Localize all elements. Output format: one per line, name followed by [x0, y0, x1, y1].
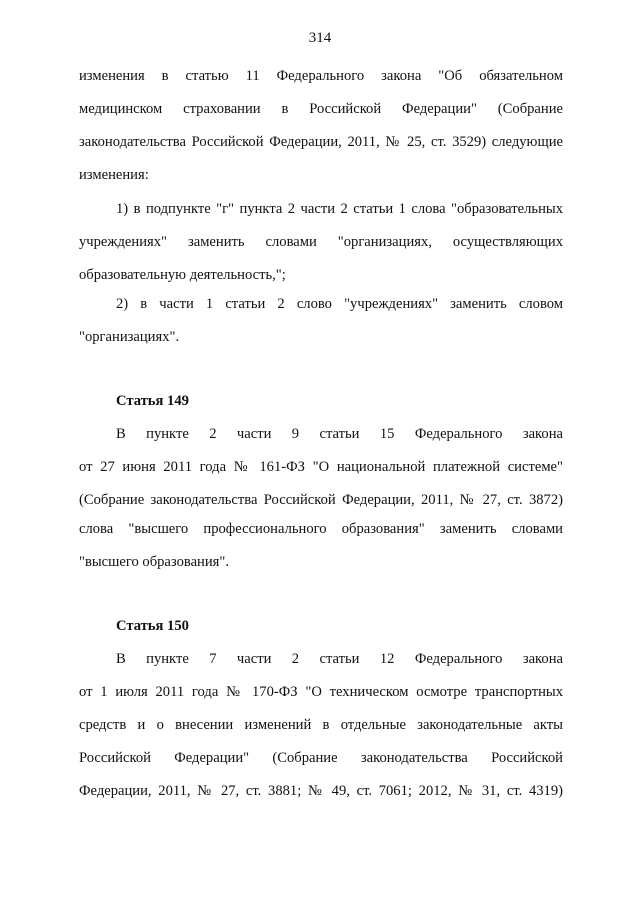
text-line: В пункте 7 части 2 статьи 12 Федерального закона — [116, 651, 563, 667]
text-line: средств и о внесении изменений в отдельные законодательные акты — [79, 717, 563, 733]
article-heading: Статья 150 — [116, 618, 189, 634]
text-line: Российской Федерации" (Собрание законодательства Российской — [79, 750, 563, 766]
page-number: 314 — [308, 30, 332, 46]
text-line: образовательную деятельность,"; — [79, 267, 286, 283]
text-line: изменения: — [79, 167, 149, 183]
text-line: слова "высшего профессионального образования" заменить словами — [79, 521, 563, 537]
text-line: В пункте 2 части 9 статьи 15 Федерального закона — [116, 426, 563, 442]
text-line: Федерации, 2011, № 27, ст. 3881; № 49, ст. 7061; 2012, № 31, ст. 4319) — [79, 783, 563, 799]
text-line: (Собрание законодательства Российской Федерации, 2011, № 27, ст. 3872) — [79, 492, 563, 508]
text-line: от 1 июля 2011 года № 170-ФЗ "О техническом осмотре транспортных — [79, 684, 563, 700]
text-line: 1) в подпункте "г" пункта 2 части 2 статьи 1 слова "образовательных — [116, 201, 563, 217]
article-heading: Статья 149 — [116, 393, 189, 409]
text-line: медицинском страховании в Российской Федерации" (Собрание — [79, 101, 563, 117]
text-line: 2) в части 1 статьи 2 слово "учреждениях" заменить словом — [116, 296, 563, 312]
text-line: изменения в статью 11 Федерального закона "Об обязательном — [79, 68, 563, 84]
text-line: законодательства Российской Федерации, 2011, № 25, ст. 3529) следующие — [79, 134, 563, 150]
text-line: "высшего образования". — [79, 554, 229, 570]
text-line: "организациях". — [79, 329, 180, 345]
text-line: от 27 июня 2011 года № 161-ФЗ "О национальной платежной системе" — [79, 459, 563, 475]
text-line: учреждениях" заменить словами "организациях, осуществляющих — [79, 234, 563, 250]
